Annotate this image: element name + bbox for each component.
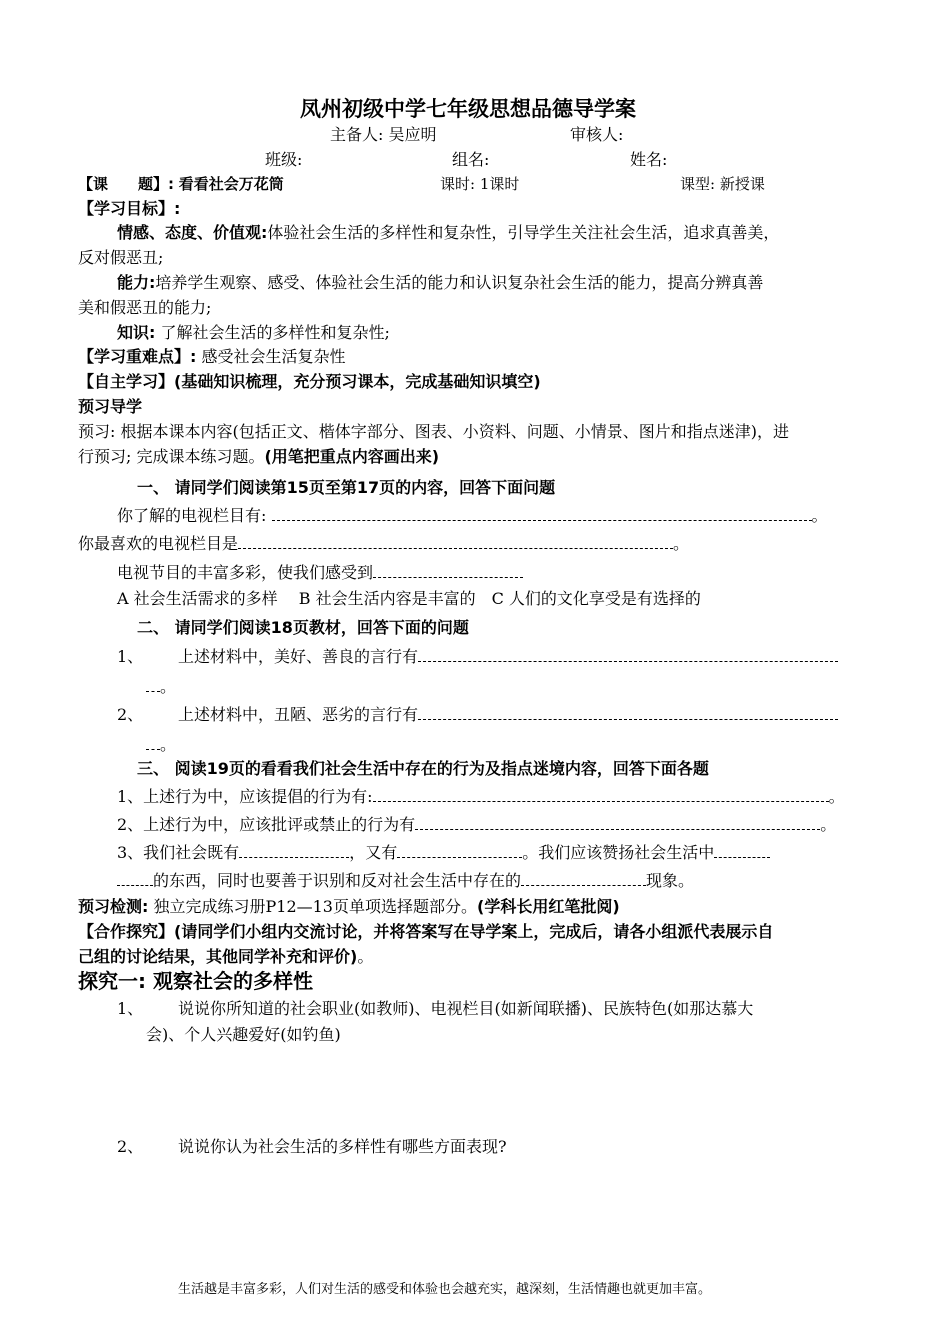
q3-3-text-d: 的东西，同时也要善于识别和反对社会生活中存在的: [153, 871, 522, 890]
q1-options: A 社会生活需求的多样 B 社会生活内容是丰富的 C 人们的文化享受是有选择的: [117, 589, 701, 608]
q2-1-blank-cont[interactable]: [146, 679, 160, 692]
check-line: [78, 896, 620, 918]
q3-3-blank-a[interactable]: [239, 845, 349, 858]
q3-3-text-b: ，又有: [349, 843, 398, 862]
goal1-label: 情感、态度、价值观:: [117, 223, 268, 242]
coop-heading: 【合作探究】(请同学们小组内交流讨论，并将答案写在导学案上，完成后，请各小组派代表展示自: [78, 922, 774, 941]
explore1-q1-number: 1、: [117, 999, 144, 1018]
goals-label: 【学习目标】:: [78, 199, 181, 218]
q3-3-blank-c-cont[interactable]: [117, 873, 153, 886]
goal2-line: [117, 272, 763, 294]
page-footer: 生活越是丰富多彩，人们对生活的感受和体验也会越充实，越深刻，生活情趣也就更加丰富。: [178, 1282, 712, 1297]
q3-3-text-e: 现象。: [646, 871, 695, 890]
q2-2-blank-cont[interactable]: [146, 737, 160, 750]
q3-2-line: 2、上述行为中，应该批评或禁止的行为有 。: [117, 815, 837, 834]
class-label: 班级:: [265, 150, 303, 169]
explore1-q1-cont: 会)、个人兴趣爱好(如钓鱼): [146, 1025, 341, 1044]
goal3-label: 知识:: [117, 323, 156, 342]
q3-2-blank[interactable]: [415, 817, 820, 830]
check-text: 独立完成练习册P12—13页单项选择题部分。: [153, 897, 477, 916]
topic-hours: 课时: 1课时: [440, 175, 520, 193]
page-title: 凤州初级中学七年级思想品德导学案: [300, 97, 636, 121]
explore1-q2-text: 说说你认为社会生活的多样性有哪些方面表现?: [178, 1137, 507, 1156]
goal1-text-cont: 反对假恶丑;: [78, 248, 164, 267]
explore-one-heading: 探究一: 观察社会的多样性: [78, 969, 313, 993]
key-label: 【学习重难点】:: [78, 347, 197, 366]
q3-1-text: 1、上述行为中，应该提倡的行为有:: [117, 787, 373, 806]
reviewer-label: 审核人:: [570, 125, 624, 144]
q2-1-text: 上述材料中，美好、善良的言行有: [178, 647, 419, 666]
name-label: 姓名:: [630, 150, 668, 169]
q1c-blank[interactable]: [373, 565, 523, 578]
q3-2-text: 2、上述行为中，应该批评或禁止的行为有: [117, 815, 416, 834]
q2-1-blank[interactable]: [418, 649, 838, 662]
q2-2-number: 2、: [117, 705, 144, 724]
topic-value: 看看社会万花筒: [178, 175, 284, 193]
goal3-line: [117, 322, 390, 344]
topic-type: 课型: 新授课: [680, 175, 765, 193]
q2-2-line: [178, 704, 838, 726]
q2-1-line: [178, 646, 838, 668]
goal2-label: 能力:: [117, 273, 156, 292]
q3-3-text-a: 3、我们社会既有: [117, 843, 240, 862]
goal1-line: [117, 222, 779, 244]
preview-text: 预习: 根据本课本内容(包括正文、楷体字部分、图表、小资料、问题、小情景、图片和指点迷津)，进: [78, 422, 789, 441]
explore1-q1-text: 说说你所知道的社会职业(如教师)、电视栏目(如新闻联播)、民族特色(如那达慕大: [178, 999, 754, 1018]
q3-3-blank-b[interactable]: [397, 845, 522, 858]
q1b-text: 你最喜欢的电视栏目是: [78, 534, 239, 553]
topic-label: 【课 题】:: [78, 175, 174, 193]
q3-3-text-c: 。我们应该赞扬社会生活中: [522, 843, 715, 862]
goal2-text: 培养学生观察、感受、体验社会生活的能力和认识复杂社会生活的能力，提高分辨真善: [155, 273, 764, 292]
q1b-line: 你最喜欢的电视栏目是 。: [78, 534, 690, 553]
q1a-blank[interactable]: [272, 508, 812, 521]
q3-3-line: [117, 842, 770, 864]
check-label: 预习检测:: [78, 897, 149, 916]
q2-1-number: 1、: [117, 647, 144, 666]
preview-text-cont: [78, 446, 439, 468]
q2-2-cont: 。: [146, 734, 176, 756]
q1c-line: [117, 562, 523, 584]
check-highlight: (学科长用红笔批阅): [477, 897, 620, 916]
q2-1-cont: 。: [146, 676, 176, 698]
group-label: 组名:: [452, 150, 490, 169]
q1a-text: 你了解的电视栏目有:: [117, 506, 267, 525]
q3-1-blank[interactable]: [373, 789, 829, 802]
preview-text-b: 行预习; 完成课本练习题。: [78, 447, 265, 466]
goal2-text-cont: 美和假恶丑的能力;: [78, 298, 212, 317]
prep-person: 主备人: 吴应明: [330, 125, 437, 144]
key-line: [78, 346, 346, 368]
section-three-heading: 三、 阅读19页的看看我们社会生活中存在的行为及指点迷境内容，回答下面各题: [137, 759, 709, 778]
q3-1-line: 1、上述行为中，应该提倡的行为有: 。: [117, 787, 845, 806]
preview-highlight: (用笔把重点内容画出来): [264, 447, 440, 466]
preview-title: 预习导学: [78, 397, 143, 416]
q2-2-blank[interactable]: [418, 707, 838, 720]
section-one-heading: 一、 请同学们阅读第15页至第17页的内容，回答下面问题: [137, 478, 556, 497]
explore1-q2-number: 2、: [117, 1137, 144, 1156]
topic-line: [78, 173, 284, 195]
q3-3-blank-c[interactable]: [714, 845, 770, 858]
goal1-text: 体验社会生活的多样性和复杂性，引导学生关注社会生活，追求真善美，: [267, 223, 780, 242]
goal3-text: 了解社会生活的多样性和复杂性;: [160, 323, 390, 342]
q1c-text: 电视节目的丰富多彩，使我们感受到: [117, 563, 374, 582]
q3-3-cont: [117, 870, 694, 892]
coop-heading-cont: 己组的讨论结果，其他同学补充和评价)。: [78, 947, 374, 966]
q2-2-text: 上述材料中，丑陋、恶劣的言行有: [178, 705, 419, 724]
section-two-heading: 二、 请同学们阅读18页教材，回答下面的问题: [137, 618, 469, 637]
key-text: 感受社会生活复杂性: [201, 347, 346, 366]
q1a-line: 你了解的电视栏目有: 。: [117, 506, 828, 525]
self-study-heading: 【自主学习】(基础知识梳理，充分预习课本，完成基础知识填空): [78, 372, 541, 391]
q3-3-blank-d[interactable]: [521, 873, 646, 886]
coop-text-b: 己组的讨论结果，其他同学补充和评价): [78, 947, 358, 966]
q1b-blank[interactable]: [238, 536, 673, 549]
